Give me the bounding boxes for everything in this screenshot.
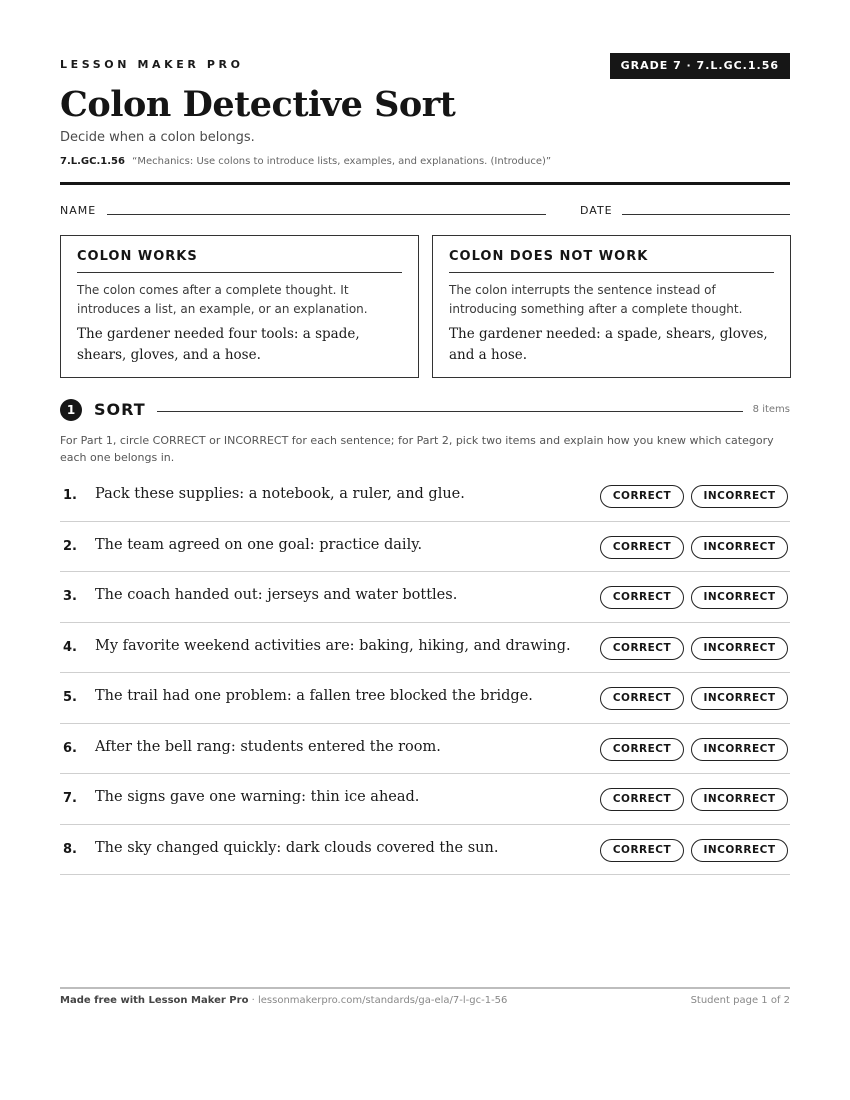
list-item — [60, 522, 790, 573]
correct-choice[interactable]: CORRECT — [600, 637, 684, 660]
list-item — [60, 774, 790, 825]
item-sentence: The trail had one problem: a fallen tree blocked the bridge. — [95, 688, 533, 704]
standard-code: 7.L.GC.1.56 — [60, 156, 125, 167]
incorrect-choice[interactable]: INCORRECT — [691, 738, 788, 761]
incorrect-choice[interactable]: INCORRECT — [691, 839, 788, 862]
item-number: 2. — [63, 538, 77, 554]
page-title: Colon Detective Sort — [60, 84, 456, 125]
standard-line — [60, 156, 551, 167]
correct-choice[interactable]: CORRECT — [600, 788, 684, 811]
item-number: 3. — [63, 589, 77, 604]
section-number-badge: 1 — [60, 399, 82, 421]
rule-heading: COLON DOES NOT WORK — [449, 249, 774, 273]
page-subtitle: Decide when a colon belongs. — [60, 130, 255, 145]
correct-choice[interactable]: CORRECT — [600, 687, 684, 710]
worksheet-page — [60, 0, 790, 1100]
correct-choice[interactable]: CORRECT — [600, 839, 684, 862]
rule-example: The gardener needed four tools: a spade, shears, gloves, and a hose. — [77, 326, 360, 363]
rule-box-colon-works — [60, 235, 419, 378]
item-number: 8. — [63, 841, 77, 857]
item-number: 4. — [63, 639, 77, 655]
grade-badge: GRADE 7 · 7.L.GC.1.56 — [610, 53, 790, 79]
correct-choice[interactable]: CORRECT — [600, 586, 684, 609]
item-sentence: After the bell rang: students entered the room. — [95, 738, 441, 755]
list-item — [60, 623, 790, 674]
item-sentence: My favorite weekend activities are: baking, hiking, and drawing. — [95, 637, 571, 654]
list-item — [60, 471, 790, 522]
item-number: 1. — [63, 488, 77, 503]
item-count: 8 items — [752, 404, 790, 415]
rule-description: The colon comes after a complete thought. It introduces a list, an example, or an explanation. — [77, 283, 368, 316]
instructions: For Part 1, circle CORRECT or INCORRECT for each sentence; for Part 2, pick two items and explain how you knew which category each one belongs in. — [60, 434, 774, 464]
incorrect-choice[interactable]: INCORRECT — [691, 637, 788, 660]
rule-heading: COLON WORKS — [77, 249, 402, 273]
item-sentence: The signs gave one warning: thin ice ahead. — [95, 789, 420, 805]
incorrect-choice[interactable]: INCORRECT — [691, 788, 788, 811]
list-item — [60, 572, 790, 623]
item-number: 6. — [63, 740, 77, 756]
name-label: NAME — [60, 204, 97, 217]
date-label: DATE — [580, 204, 613, 217]
name-field-line[interactable] — [107, 214, 546, 215]
item-sentence: The coach handed out: jerseys and water bottles. — [95, 587, 458, 603]
section-title: SORT — [94, 400, 146, 419]
item-number: 5. — [63, 690, 77, 705]
brand-name: LESSON MAKER PRO — [60, 58, 244, 71]
footer-made-with: Made free with Lesson Maker Pro — [60, 995, 249, 1006]
header-divider — [60, 182, 790, 185]
sort-item-list — [60, 471, 790, 875]
correct-choice[interactable]: CORRECT — [600, 485, 684, 508]
list-item — [60, 673, 790, 724]
incorrect-choice[interactable]: INCORRECT — [691, 687, 788, 710]
incorrect-choice[interactable]: INCORRECT — [691, 586, 788, 609]
rule-description: The colon interrupts the sentence instead of introducing something after a complete thought. — [449, 283, 743, 316]
rule-example: The gardener needed: a spade, shears, gloves, and a hose. — [449, 326, 768, 363]
list-item — [60, 724, 790, 775]
item-sentence: The team agreed on one goal: practice daily. — [95, 536, 423, 553]
footer-url[interactable]: · lessonmakerpro.com/standards/ga-ela/7-l-gc-1-56 — [251, 995, 508, 1006]
incorrect-choice[interactable]: INCORRECT — [691, 536, 788, 559]
item-sentence: Pack these supplies: a notebook, a ruler, and glue. — [95, 486, 465, 502]
list-item — [60, 825, 790, 876]
correct-choice[interactable]: CORRECT — [600, 738, 684, 761]
footer-divider — [60, 987, 790, 989]
section-divider — [157, 411, 743, 412]
item-sentence: The sky changed quickly: dark clouds covered the sun. — [95, 839, 499, 856]
footer-page-number: Student page 1 of 2 — [690, 995, 790, 1006]
incorrect-choice[interactable]: INCORRECT — [691, 485, 788, 508]
footer-credit — [60, 995, 507, 1006]
standard-text: “Mechanics: Use colons to introduce lists, examples, and explanations. (Introduce)” — [132, 156, 552, 167]
correct-choice[interactable]: CORRECT — [600, 536, 684, 559]
section-header — [60, 398, 790, 422]
date-field-line[interactable] — [622, 214, 790, 215]
item-number: 7. — [63, 791, 77, 806]
rule-box-colon-does-not-work — [432, 235, 791, 378]
